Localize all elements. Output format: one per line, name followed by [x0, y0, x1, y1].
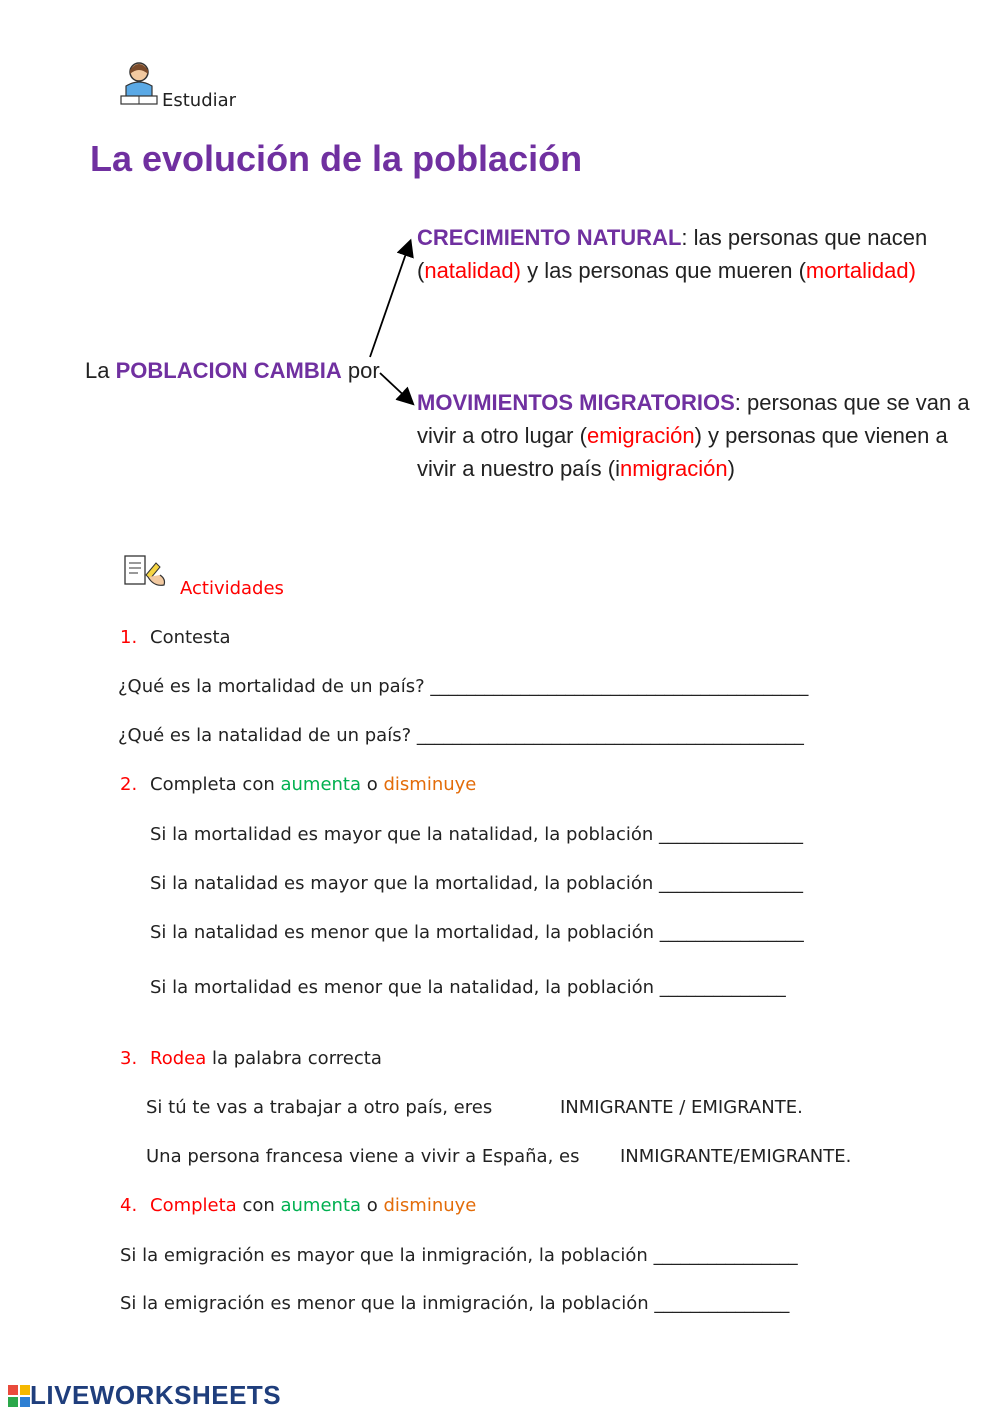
activity-2-title — [120, 774, 476, 795]
liveworksheets-logo[interactable] — [8, 1380, 281, 1411]
completion-line[interactable]: Si la mortalidad es mayor que la natalidad, la población ________________ — [150, 824, 803, 845]
activity-4-number: 4. — [120, 1195, 138, 1216]
circle-options-1[interactable]: INMIGRANTE / EMIGRANTE. — [560, 1097, 803, 1118]
migration-text-1: : personas que se van a vivir a otro lugar ( — [417, 390, 970, 448]
migration-heading: MOVIMIENTOS MIGRATORIOS — [417, 390, 735, 415]
completion-line[interactable]: Si la emigración es mayor que la inmigración, la población ________________ — [120, 1245, 798, 1266]
circle-options-2[interactable]: INMIGRANTE/EMIGRANTE. — [620, 1146, 852, 1167]
activity-2-prefix: Completa con — [150, 774, 281, 795]
migration-text-3: ) — [727, 456, 735, 481]
activity-4-verb: Completa — [150, 1195, 237, 1216]
page-title: La evolución de la población — [90, 138, 583, 179]
activity-4-title — [120, 1195, 476, 1216]
activity-3-rest: la palabra correcta — [206, 1048, 382, 1069]
natural-text-1: : las personas que nacen ( — [417, 225, 928, 283]
activity-2-number: 2. — [120, 774, 138, 795]
pop-suffix: por — [347, 358, 380, 383]
word-aumenta: aumenta — [280, 774, 362, 795]
header-label: Estudiar — [162, 90, 237, 111]
pop-highlight: POBLACION CAMBIA — [115, 358, 342, 383]
activity-4-mid: con — [236, 1195, 281, 1216]
completion-line[interactable]: Si la mortalidad es menor que la natalidad, la población ______________ — [150, 977, 786, 998]
circle-question-1: Si tú te vas a trabajar a otro país, eres — [146, 1097, 493, 1118]
natural-text-2: y las personas que mueren ( — [520, 258, 806, 283]
completion-line[interactable]: Si la emigración es menor que la inmigración, la población _______________ — [120, 1293, 790, 1314]
word-aumenta: aumenta — [280, 1195, 362, 1216]
arrow-up — [370, 242, 410, 357]
word-disminuye: disminuye — [383, 1195, 477, 1216]
word-o: o — [361, 774, 384, 795]
liveworksheets-logo-icon — [8, 1385, 30, 1407]
activity-1-title — [120, 627, 231, 648]
migration-text-2: ) y personas que vienen a vivir a nuestro país (i — [417, 423, 948, 481]
arrow-down — [380, 373, 412, 403]
completion-line[interactable]: Si la natalidad es menor que la mortalidad, la población ________________ — [150, 922, 804, 943]
mortality-term: mortalidad) — [805, 258, 916, 283]
activity-3-verb: Rodea — [150, 1048, 207, 1069]
writing-hand-icon — [122, 553, 168, 593]
emigration-term: emigración — [586, 423, 695, 448]
migration-block — [417, 386, 977, 485]
question-natality[interactable]: ¿Qué es la natalidad de un país? ___________________________________________ — [118, 725, 804, 746]
activity-3-number: 3. — [120, 1048, 138, 1069]
word-disminuye: disminuye — [383, 774, 477, 795]
pop-prefix: La — [85, 358, 110, 383]
question-mortality[interactable]: ¿Qué es la mortalidad de un país? __________________________________________ — [118, 676, 809, 697]
activity-1-number: 1. — [120, 627, 138, 648]
natural-growth-block — [417, 221, 957, 287]
immigration-term: nmigración — [619, 456, 728, 481]
natural-heading: CRECIMIENTO NATURAL — [417, 225, 682, 250]
natality-term: natalidad) — [424, 258, 521, 283]
logo-text: LIVEWORKSHEETS — [30, 1380, 282, 1410]
activity-3-title — [120, 1048, 382, 1069]
circle-question-2: Una persona francesa viene a vivir a España, es — [146, 1146, 580, 1167]
activity-1-label: Contesta — [150, 627, 231, 648]
population-change-label — [85, 354, 380, 387]
word-o: o — [361, 1195, 384, 1216]
completion-line[interactable]: Si la natalidad es mayor que la mortalidad, la población ________________ — [150, 873, 803, 894]
studying-child-icon — [118, 60, 160, 108]
activities-label: Actividades — [180, 578, 284, 599]
